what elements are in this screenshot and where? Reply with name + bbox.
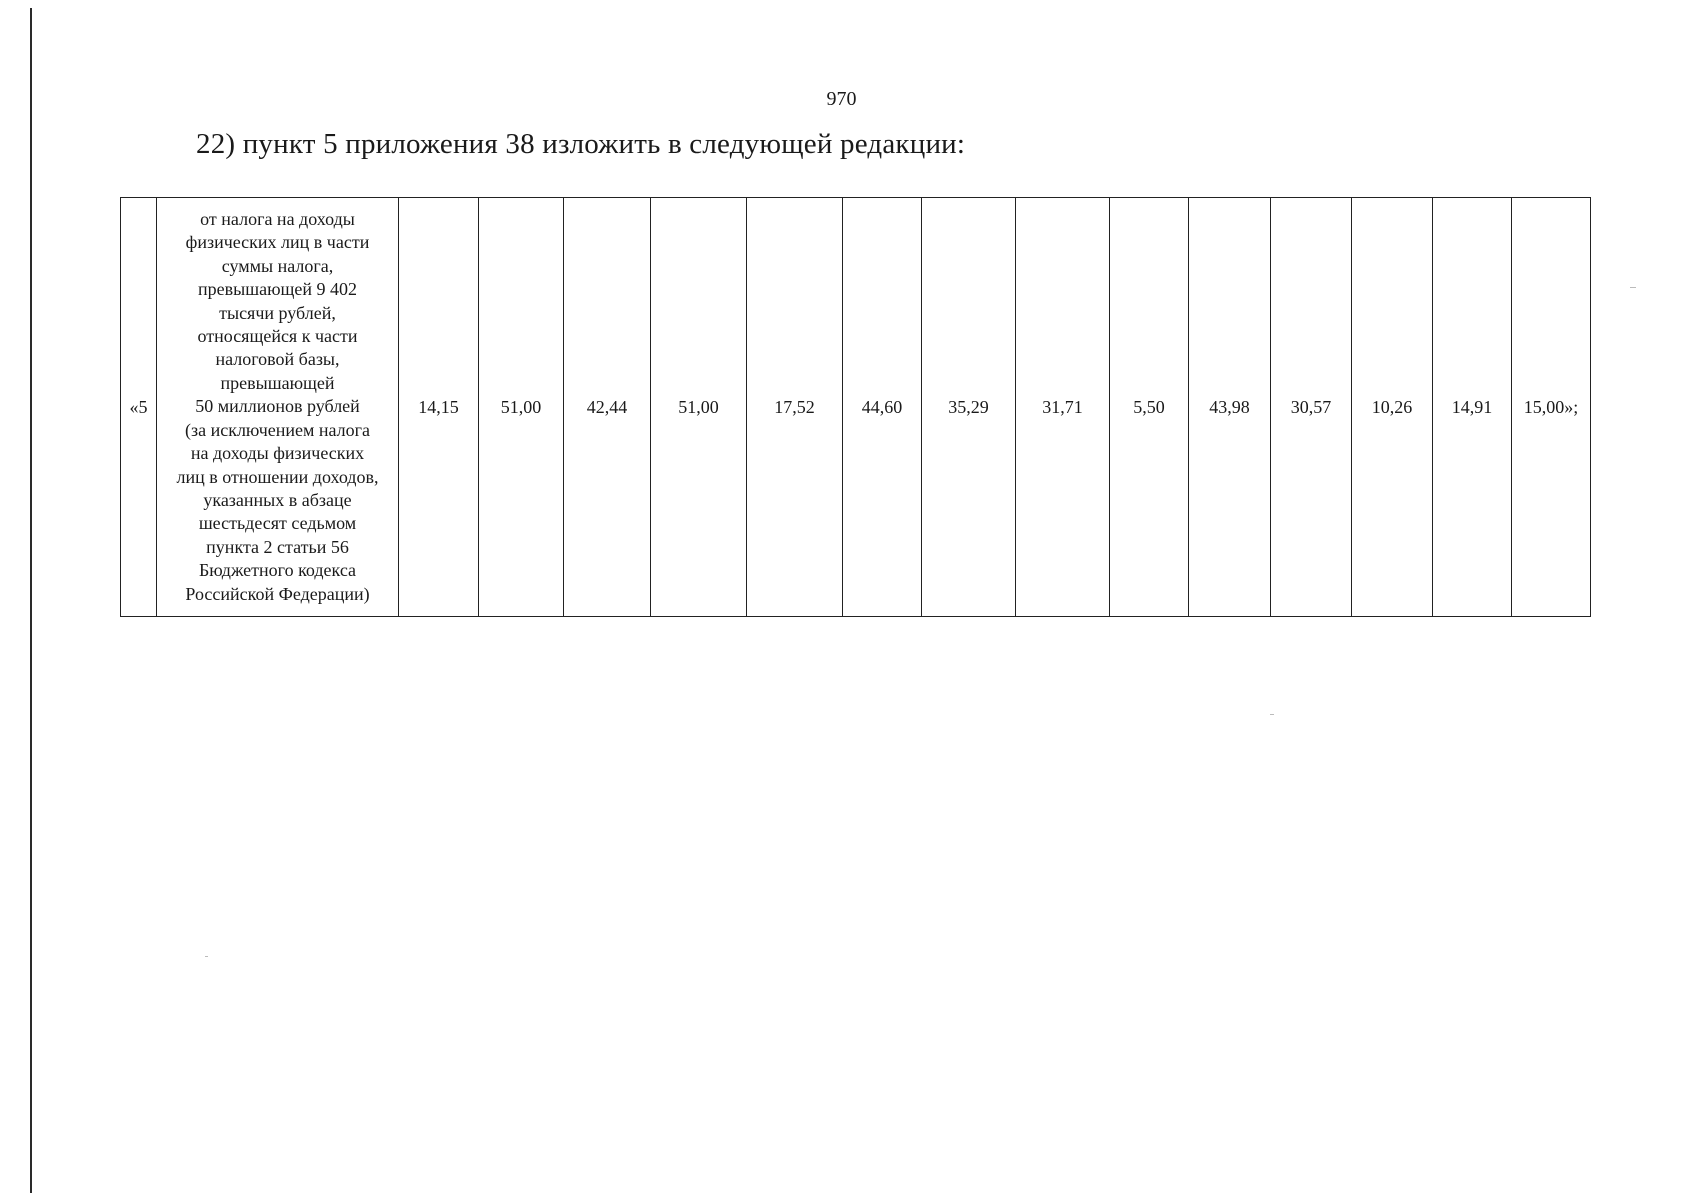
binding-margin-line [30,8,32,1193]
amendment-table [120,197,1591,617]
row-number-cell: «5 [121,198,157,617]
row-description-cell [157,198,399,617]
value-cell: 14,15 [399,198,479,617]
scan-speck [205,956,208,957]
value-cell: 51,00 [651,198,747,617]
description-line: Бюджетного кодекса [198,560,357,581]
value-cell: 15,00»; [1512,198,1591,617]
description-line: относящейся к части [197,326,358,347]
description-line: от налога на доходы [200,209,355,230]
description-line: превышающей 9 402 [198,279,357,300]
amendment-heading: 22) пункт 5 приложения 38 изложить в следующей редакции: [196,128,966,160]
value-cell: 51,00 [479,198,564,617]
value-cell: 30,57 [1271,198,1352,617]
description-line: тысячи рублей, [219,302,336,323]
description-line: суммы налога, [221,255,334,276]
value-cell: 31,71 [1016,198,1110,617]
description-line: шестьдесят седьмом [198,513,357,534]
scan-speck [1630,287,1636,288]
description-line: Российской Федерации) [185,583,370,604]
description-line: указанных в абзаце [203,489,352,510]
description-line: превышающей [220,372,335,393]
value-cell: 43,98 [1189,198,1271,617]
value-cell: 44,60 [843,198,922,617]
page-number: 970 [826,88,857,110]
table-row [121,198,1591,617]
description-line: лиц в отношении доходов, [176,466,379,487]
value-cell: 42,44 [564,198,651,617]
description-line: 50 миллионов рублей [195,396,360,417]
value-cell: 10,26 [1352,198,1433,617]
description-line: на доходы физических [190,443,365,464]
value-cell: 14,91 [1433,198,1512,617]
description-line: физических лиц в части [185,232,370,253]
description-line: пункта 2 статьи 56 [206,536,349,557]
scan-speck [1270,714,1274,715]
description-line: (за исключением налога [184,419,371,440]
description-line: налоговой базы, [215,349,340,370]
value-cell: 17,52 [747,198,843,617]
value-cell: 35,29 [922,198,1016,617]
value-cell: 5,50 [1110,198,1189,617]
